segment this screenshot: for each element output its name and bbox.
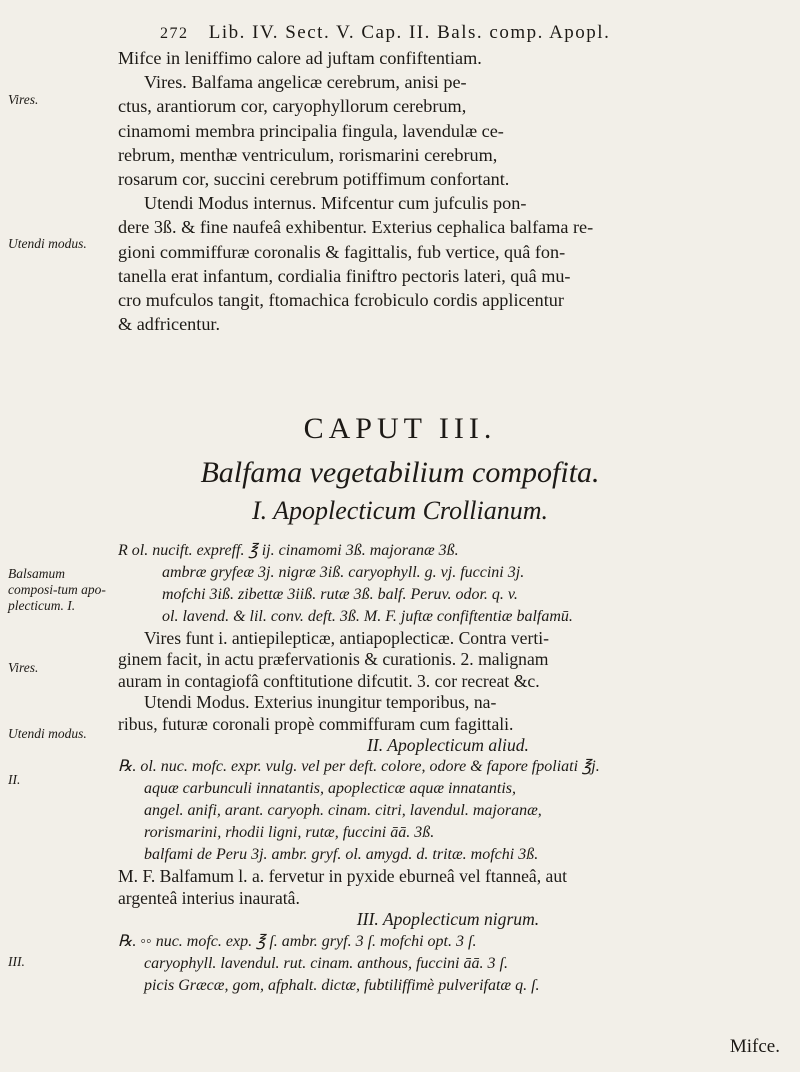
recipe-line: ℞. ol. nuc. mofc. expr. vulg. vel per deft. colore, odore & fapore fpoliati ℥j. [118, 758, 600, 776]
margin-note-number-3: III. [8, 954, 25, 969]
text-line: M. F. Balfamum l. a. fervetur in pyxide eburneâ vel ftanneâ, aut [118, 866, 568, 887]
text-line: cro mufculos tangit, ftomachica fcrobiculo cordis applicentur [118, 290, 564, 311]
text-line: gioni commiffuræ coronalis & fagittalis, fub vertice, quâ fon- [118, 241, 566, 262]
item-heading-2: II. Apoplecticum aliud. [367, 735, 529, 756]
text-line: & adfricentur. [118, 314, 221, 335]
recipe-section [118, 540, 778, 997]
recipe-line: picis Græcæ, gom, afphalt. dictæ, fubtiliffimè pulverifatæ q. ſ. [144, 976, 540, 994]
margin-note-vires-2: Vires. [8, 660, 39, 675]
margin-note-utendi-2: Utendi modus. [8, 726, 87, 741]
recipe-line: balfami de Peru 3j. ambr. gryf. ol. amygd. d. tritæ. mofchi 3ß. [144, 846, 539, 864]
text-line: ginem facit, in actu præfervationis & curationis. 2. malignam [118, 649, 549, 670]
item-heading-1: I. Apoplecticum Crollianum. [251, 496, 549, 525]
recipe-line: rorismarini, rhodii ligni, rutæ, fuccini āā. 3ß. [144, 824, 435, 842]
text-line: ribus, futuræ coronali propè commiffuram cum fagittali. [118, 713, 514, 734]
text-line: rebrum, menthæ ventriculum, rorismarini cerebrum, [118, 144, 498, 165]
text-line: rosarum cor, succini cerebrum potiffimum confortant. [118, 169, 510, 190]
text-line: auram in contagiofâ conftitutione difcutit. 3. cor recreat &c. [118, 670, 540, 691]
margin-note-number-2: II. [8, 772, 21, 787]
margin-note-vires: Vires. [8, 92, 39, 107]
recipe-line: angel. anifi, arant. caryoph. cinam. citri, lavendul. majoranæ, [144, 802, 542, 820]
text-line: Utendi Modus. Exterius inungitur temporibus, na- [144, 692, 497, 713]
recipe-line: caryophyll. lavendul. rut. cinam. anthous, fuccini āā. 3 ſ. [144, 954, 508, 972]
recipe-line: ambræ gryfeæ 3j. nigræ 3iß. caryophyll. g. vj. fuccini 3j. [162, 564, 525, 581]
text-line: cinamomi membra principalia fingula, lavendulæ ce- [118, 120, 504, 141]
text-line: tanella erat infantum, cordialia finiftro pectoris lateri, quâ mu- [118, 265, 571, 286]
recipe-line: R ol. nucift. expreff. ℥ ij. cinamomi 3ß. majoranæ 3ß. [118, 542, 459, 559]
running-title: Lib. IV. Sect. V. Cap. II. Bals. comp. Apopl. [208, 22, 611, 43]
catchword: Mifce. [729, 1036, 780, 1057]
chapter-title: Balfama vegetabilium compofita. [200, 456, 600, 489]
top-paragraph [118, 46, 778, 336]
recipe-line: mofchi 3iß. zibettæ 3iiß. rutæ 3ß. balf. Peruv. odor. q. v. [162, 586, 518, 603]
text-line: ctus, arantiorum cor, caryophyllorum cerebrum, [118, 96, 467, 117]
text-line: dere 3ß. & fine naufeâ exhibentur. Exterius cephalica balfama re- [118, 217, 594, 238]
chapter-heading: CAPUT III. [303, 412, 497, 445]
text-line: argenteâ interius inauratâ. [118, 887, 300, 908]
recipe-line: ℞. ◦◦ nuc. mofc. exp. ℥ ſ. ambr. gryf. 3 ſ. mofchi opt. 3 ſ. [118, 932, 477, 950]
text-line: Mifce in leniffimo calore ad juftam confiftentiam. [118, 48, 482, 68]
text-line: Vires. Balfama angelicæ cerebrum, anisi pe- [144, 72, 467, 93]
text-line: Vires funt i. antiepilepticæ, antiapoplecticæ. Contra verti- [144, 628, 549, 648]
page-number: 272 [160, 25, 189, 42]
running-head [160, 22, 760, 44]
margin-note-balsamum: Balsamum composi-tum apo-plecticum. I. [8, 566, 106, 613]
item-heading-3: III. Apoplecticum nigrum. [356, 909, 540, 930]
margin-note-utendi: Utendi modus. [8, 236, 87, 251]
recipe-line: aquæ carbunculi innatantis, apoplecticæ aquæ innatantis, [144, 780, 516, 798]
text-line: Utendi Modus internus. Mifcentur cum jufculis pon- [144, 193, 527, 214]
recipe-line: ol. lavend. & lil. conv. deft. 3ß. M. F. juftæ confiftentiæ balfamū. [162, 608, 573, 625]
